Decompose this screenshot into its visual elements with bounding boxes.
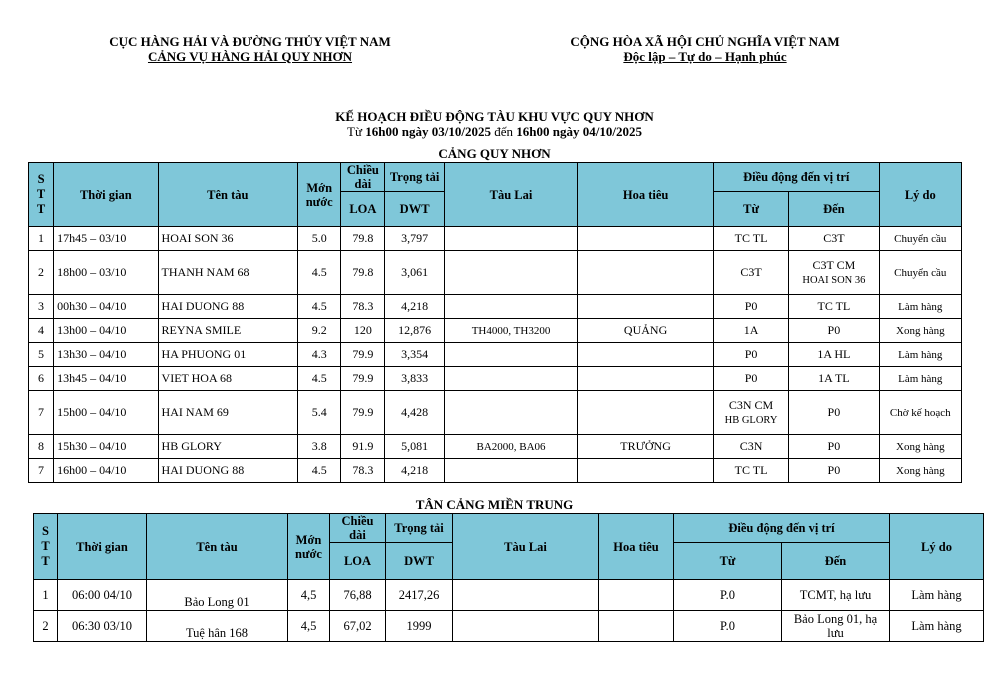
row-tug: [444, 227, 578, 251]
row-dwt: 2417,26: [386, 580, 453, 611]
col-to-header: Đến: [782, 543, 890, 580]
row-time: 00h30 – 04/10: [54, 295, 158, 319]
row-from: TC TL: [713, 459, 788, 483]
col-draft-header: Mớn nước: [288, 514, 330, 580]
row-draft: 4.5: [298, 367, 341, 391]
row-loa: 79.9: [341, 391, 385, 435]
row-pilot: QUẢNG: [578, 319, 714, 343]
row-to: [782, 611, 890, 642]
row-from: P0: [713, 295, 788, 319]
row-dwt: 3,797: [385, 227, 444, 251]
row-ship-name: Bảo Long 01: [147, 580, 288, 611]
row-tug: [453, 611, 599, 642]
row-loa: 91.9: [341, 435, 385, 459]
row-draft: 4,5: [288, 580, 330, 611]
row-dwt: 5,081: [385, 435, 444, 459]
row-time: 18h00 – 03/10: [54, 251, 158, 295]
col-move-header: Điều động đến vị trí: [713, 163, 879, 192]
row-draft: 4.5: [298, 459, 341, 483]
row-draft: 4.3: [298, 343, 341, 367]
national-title: CỘNG HÒA XÃ HỘI CHỦ NGHĨA VIỆT NAM: [570, 34, 840, 49]
quy-nhon-schedule-table: [28, 162, 962, 483]
row-pilot: [599, 611, 674, 642]
col-tonnage-header: Trọng tải: [385, 163, 444, 192]
row-loa: 79.9: [341, 367, 385, 391]
row-draft: 4.5: [298, 295, 341, 319]
row-stt: 4: [29, 319, 54, 343]
authority-name: CỤC HÀNG HẢI VÀ ĐƯỜNG THỦY VIỆT NAM: [109, 34, 391, 49]
row-from: C3N: [713, 435, 788, 459]
row-tug: [444, 295, 578, 319]
row-ship-name: HA PHUONG 01: [158, 343, 298, 367]
row-time: 13h30 – 04/10: [54, 343, 158, 367]
national-header: [520, 34, 890, 64]
row-tug: TH4000, TH3200: [444, 319, 578, 343]
row-reason: Làm hàng: [890, 611, 984, 642]
row-tug: [444, 459, 578, 483]
row-loa: 79.8: [341, 251, 385, 295]
row-from: 1A: [713, 319, 788, 343]
row-time: 16h00 – 04/10: [54, 459, 158, 483]
row-loa: 78.3: [341, 295, 385, 319]
row-reason: Làm hàng: [879, 295, 961, 319]
table-row: [29, 367, 962, 391]
col-dwt-header: DWT: [386, 543, 453, 580]
section2-title: TÂN CẢNG MIỀN TRUNG: [415, 497, 574, 512]
row-to: 1A TL: [789, 367, 879, 391]
row-dwt: 3,833: [385, 367, 444, 391]
row-time: 06:00 04/10: [58, 580, 147, 611]
row-stt: 5: [29, 343, 54, 367]
period-from: 16h00 ngày 03/10/2025: [365, 124, 491, 139]
cell-line-1: Bảo Long 01, hạ: [793, 612, 878, 626]
row-reason: Làm hàng: [890, 580, 984, 611]
row-to: P0: [789, 391, 879, 435]
port-authority-name: CẢNG VỤ HÀNG HẢI QUY NHƠN: [147, 49, 353, 64]
row-dwt: 4,428: [385, 391, 444, 435]
col-stt-header: S T T: [29, 163, 54, 227]
row-time: 13h00 – 04/10: [54, 319, 158, 343]
row-stt: 7: [29, 391, 54, 435]
row-ship-name: HAI NAM 69: [158, 391, 298, 435]
row-from: TC TL: [713, 227, 788, 251]
row-tug: [444, 391, 578, 435]
col-loa-header: LOA: [341, 192, 385, 227]
row-stt: 2: [29, 251, 54, 295]
row-to: P0: [789, 459, 879, 483]
authority-header: [70, 34, 430, 64]
col-stt-header: S T T: [34, 514, 58, 580]
row-from: P.0: [674, 611, 782, 642]
row-ship-name: VIET HOA 68: [158, 367, 298, 391]
row-pilot: [578, 251, 714, 295]
row-loa: 76,88: [330, 580, 386, 611]
col-name-header: Tên tàu: [147, 514, 288, 580]
row-dwt: 4,218: [385, 459, 444, 483]
row-dwt: 4,218: [385, 295, 444, 319]
cell-line-2: HB GLORY: [724, 414, 778, 426]
col-pilot-header: Hoa tiêu: [578, 163, 714, 227]
row-to: [789, 251, 879, 295]
row-from: P0: [713, 367, 788, 391]
row-pilot: [578, 367, 714, 391]
row-stt: 6: [29, 367, 54, 391]
row-draft: 5.0: [298, 227, 341, 251]
col-dwt-header: DWT: [385, 192, 444, 227]
row-to: P0: [789, 435, 879, 459]
national-motto: Độc lập – Tự do – Hạnh phúc: [623, 49, 787, 64]
plan-title: KẾ HOẠCH ĐIỀU ĐỘNG TÀU KHU VỰC QUY NHƠN: [335, 109, 654, 124]
row-reason: Chuyển cầu: [879, 251, 961, 295]
table-row: [29, 251, 962, 295]
row-draft: 3.8: [298, 435, 341, 459]
table-row: [29, 227, 962, 251]
row-draft: 4,5: [288, 611, 330, 642]
col-length-header: Chiều dài: [341, 163, 385, 192]
col-tonnage-header: Trọng tải: [386, 514, 453, 543]
col-length-header: Chiều dài: [330, 514, 386, 543]
row-loa: 78.3: [341, 459, 385, 483]
row-from: C3T: [713, 251, 788, 295]
row-ship-name: REYNA SMILE: [158, 319, 298, 343]
table-row: [29, 343, 962, 367]
row-reason: Xong hàng: [879, 459, 961, 483]
row-tug: [444, 367, 578, 391]
row-to: C3T: [789, 227, 879, 251]
col-from-header: Từ: [713, 192, 788, 227]
row-to: 1A HL: [789, 343, 879, 367]
col-pilot-header: Hoa tiêu: [599, 514, 674, 580]
row-from: P.0: [674, 580, 782, 611]
row-stt: 1: [34, 580, 58, 611]
row-ship-name: HAI DUONG 88: [158, 295, 298, 319]
row-reason: Chờ kế hoạch: [879, 391, 961, 435]
col-name-header: Tên tàu: [158, 163, 298, 227]
row-time: 17h45 – 03/10: [54, 227, 158, 251]
col-move-header: Điều động đến vị trí: [674, 514, 890, 543]
row-stt: 7: [29, 459, 54, 483]
cell-line-2: HOAI SON 36: [802, 274, 866, 286]
row-from: P0: [713, 343, 788, 367]
cell-line-1: C3N CM: [728, 397, 774, 412]
row-time: 06:30 03/10: [58, 611, 147, 642]
col-time-header: Thời gian: [58, 514, 147, 580]
row-draft: 9.2: [298, 319, 341, 343]
table-row: [29, 319, 962, 343]
cell-line-2: lưu: [827, 626, 844, 640]
document-title: [0, 109, 989, 139]
row-tug: [444, 343, 578, 367]
row-ship-name: Tuệ hân 168: [147, 611, 288, 642]
row-dwt: 12,876: [385, 319, 444, 343]
row-time: 15h30 – 04/10: [54, 435, 158, 459]
row-reason: Xong hàng: [879, 319, 961, 343]
row-tug: [444, 251, 578, 295]
table-row: [34, 580, 984, 611]
row-tug: [453, 580, 599, 611]
row-stt: 2: [34, 611, 58, 642]
col-loa-header: LOA: [330, 543, 386, 580]
table-row: [29, 295, 962, 319]
row-time: 13h45 – 04/10: [54, 367, 158, 391]
row-ship-name: HAI DUONG 88: [158, 459, 298, 483]
cell-line-1: C3T CM: [812, 257, 856, 272]
table-row: [34, 611, 984, 642]
row-loa: 79.9: [341, 343, 385, 367]
tan-cang-schedule-table: [33, 513, 984, 642]
row-draft: 4.5: [298, 251, 341, 295]
col-reason-header: Lý do: [879, 163, 961, 227]
row-stt: 1: [29, 227, 54, 251]
row-tug: BA2000, BA06: [444, 435, 578, 459]
row-to: P0: [789, 319, 879, 343]
row-reason: Chuyển cầu: [879, 227, 961, 251]
row-pilot: [578, 227, 714, 251]
table-row: [29, 459, 962, 483]
row-ship-name: HB GLORY: [158, 435, 298, 459]
col-reason-header: Lý do: [890, 514, 984, 580]
row-reason: Làm hàng: [879, 343, 961, 367]
row-pilot: [578, 391, 714, 435]
col-from-header: Từ: [674, 543, 782, 580]
row-to: TCMT, hạ lưu: [782, 580, 890, 611]
plan-period: Từ 16h00 ngày 03/10/2025 đến 16h00 ngày 04/10/2025: [347, 124, 642, 139]
period-to: 16h00 ngày 04/10/2025: [516, 124, 642, 139]
row-loa: 67,02: [330, 611, 386, 642]
row-pilot: TRƯỞNG: [578, 435, 714, 459]
col-tug-header: Tàu Lai: [453, 514, 599, 580]
col-to-header: Đến: [789, 192, 879, 227]
row-dwt: 3,354: [385, 343, 444, 367]
row-stt: 8: [29, 435, 54, 459]
row-time: 15h00 – 04/10: [54, 391, 158, 435]
table-row: [29, 435, 962, 459]
row-pilot: [578, 459, 714, 483]
row-reason: Làm hàng: [879, 367, 961, 391]
row-stt: 3: [29, 295, 54, 319]
row-from: [713, 391, 788, 435]
row-pilot: [578, 295, 714, 319]
row-ship-name: HOAI SON 36: [158, 227, 298, 251]
row-pilot: [599, 580, 674, 611]
row-dwt: 3,061: [385, 251, 444, 295]
row-dwt: 1999: [386, 611, 453, 642]
row-reason: Xong hàng: [879, 435, 961, 459]
row-loa: 79.8: [341, 227, 385, 251]
row-loa: 120: [341, 319, 385, 343]
col-time-header: Thời gian: [54, 163, 158, 227]
row-to: TC TL: [789, 295, 879, 319]
col-tug-header: Tàu Lai: [444, 163, 578, 227]
row-pilot: [578, 343, 714, 367]
row-ship-name: THANH NAM 68: [158, 251, 298, 295]
col-draft-header: Mớn nước: [298, 163, 341, 227]
row-draft: 5.4: [298, 391, 341, 435]
table-row: [29, 391, 962, 435]
section1-title: CẢNG QUY NHƠN: [438, 146, 551, 161]
